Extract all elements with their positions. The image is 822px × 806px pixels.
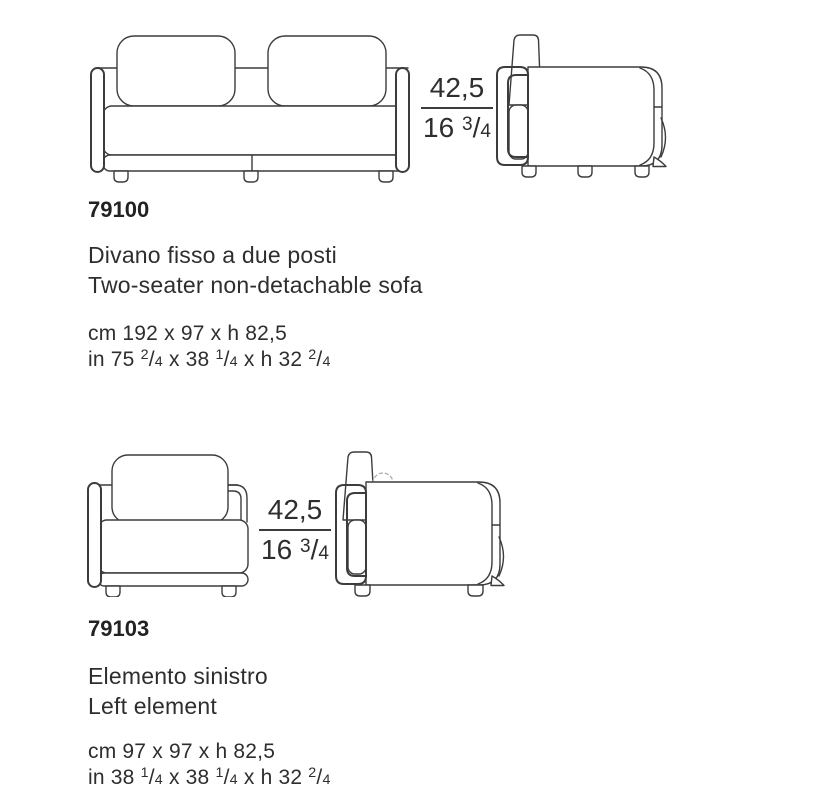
back-cushion [112, 455, 228, 523]
product-size-in: in 75 $^2$/4 x 38 $^1$/4 x h 32 $^2$/4 [88, 347, 331, 371]
product-code: 79100 [88, 197, 150, 222]
seat-base [98, 520, 248, 573]
dimension-cm-value: 42,5 [421, 74, 493, 109]
base-rail [98, 573, 248, 586]
seat-cushion-profile [509, 105, 528, 159]
foot [355, 585, 370, 596]
foot [379, 171, 393, 182]
seat-height-dimension [259, 496, 331, 564]
product-name-en: Two-seater non-detachable sofa [88, 272, 423, 298]
dimension-in-value: 16 $^3$/4 [261, 534, 329, 565]
foot [635, 166, 649, 177]
dimension-cm-value: 42,5 [259, 496, 331, 531]
armrest-left [88, 483, 101, 587]
front-view-drawing-left-element [86, 440, 252, 597]
product-name-en: Left element [88, 693, 217, 719]
foot [522, 166, 536, 177]
side-view-drawing [495, 28, 667, 180]
product-size-cm: cm 192 x 97 x h 82,5 [88, 322, 287, 345]
arm-panel [528, 67, 662, 166]
seat-cushion-profile [348, 520, 366, 574]
foot [114, 171, 128, 182]
back-cushion-left [117, 36, 235, 106]
back-cushion-right [268, 36, 386, 106]
foot [106, 586, 120, 597]
dimension-in-value: 16 $^3$/4 [423, 112, 491, 143]
side-view-drawing [333, 446, 505, 598]
seat-base [103, 106, 405, 155]
product-code: 79103 [88, 616, 150, 641]
armrest-right [396, 68, 409, 172]
product-size-in: in 38 $^1$/4 x 38 $^1$/4 x h 32 $^2$/4 [88, 765, 331, 789]
foot [578, 166, 592, 177]
armrest-left [91, 68, 104, 172]
base-rail [103, 155, 405, 171]
foot [222, 586, 236, 597]
product-name-it: Divano fisso a due posti [88, 242, 337, 268]
foot [244, 171, 258, 182]
front-view-drawing-two-seater [88, 30, 418, 185]
product-size-cm: cm 97 x 97 x h 82,5 [88, 740, 276, 763]
product-name-it: Elemento sinistro [88, 663, 268, 689]
seat-height-dimension [421, 74, 493, 142]
arm-panel [366, 482, 500, 585]
foot [468, 585, 483, 596]
